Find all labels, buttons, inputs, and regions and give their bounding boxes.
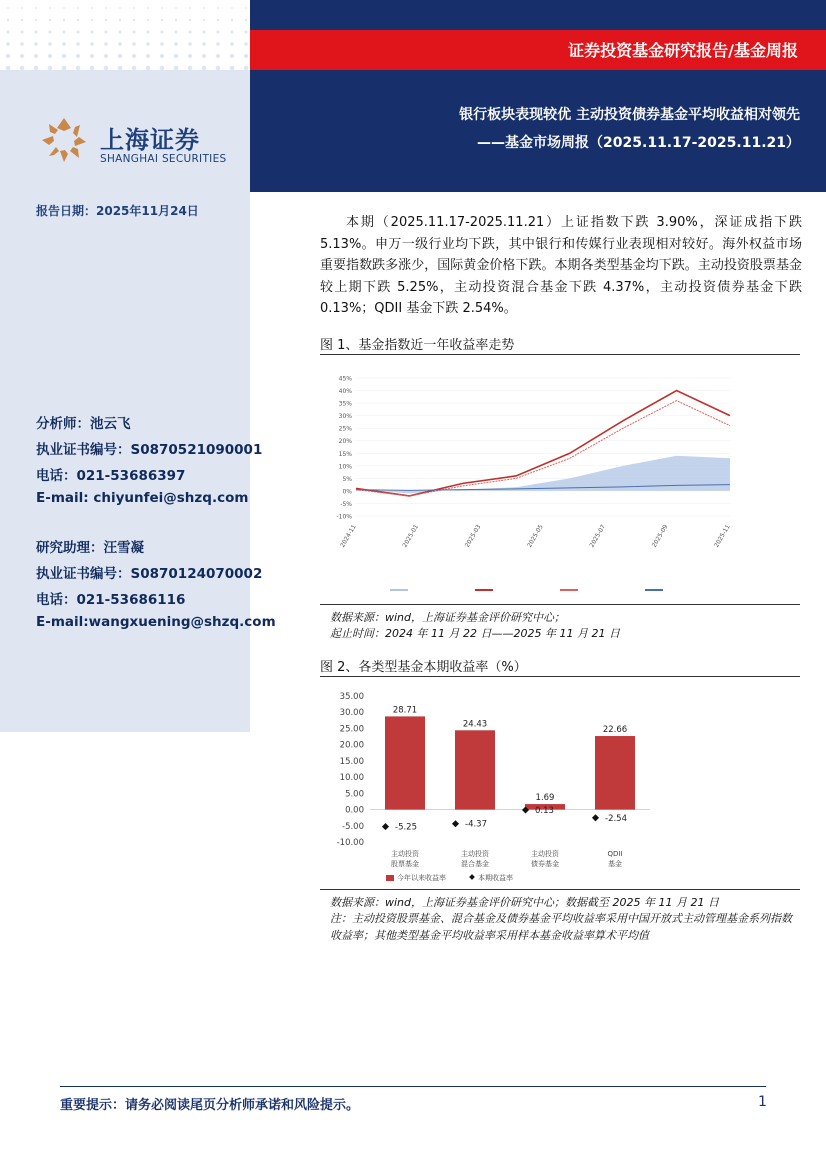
pattern-dot xyxy=(188,54,192,58)
x-tick-label: 2025-07 xyxy=(588,523,608,549)
x-tick-label: 主动投资 xyxy=(531,850,559,858)
assistant-email[interactable]: E-mail:wangxuening@shzq.com xyxy=(36,614,276,630)
point-marker xyxy=(592,814,599,821)
pattern-dot xyxy=(90,42,94,46)
y-tick-label: 10.00 xyxy=(339,773,364,784)
figure1-rule xyxy=(320,354,800,355)
pattern-dot xyxy=(105,7,107,9)
pattern-dot xyxy=(104,30,107,33)
series-area xyxy=(356,456,730,494)
title-panel xyxy=(250,70,826,192)
pattern-dot xyxy=(146,30,149,33)
pattern-dot xyxy=(119,19,122,22)
page-number: 1 xyxy=(758,1094,767,1110)
footer-notice: 重要提示：请务必阅读尾页分析师承诺和风险提示。 xyxy=(60,1098,360,1113)
analyst-phone: 电话：021-53686397 xyxy=(36,468,186,484)
report-title: 银行板块表现较优 主动投资债券基金平均收益相对领先 xyxy=(459,107,800,123)
point-marker xyxy=(382,823,389,830)
pattern-dot xyxy=(119,7,121,9)
y-tick-label: -10.00 xyxy=(336,838,364,848)
point-label: -5.25 xyxy=(395,822,417,833)
pattern-dot xyxy=(174,42,178,46)
pattern-dot xyxy=(230,54,234,58)
pattern-dot xyxy=(62,42,66,46)
pattern-dot xyxy=(48,30,51,33)
pattern-dot xyxy=(146,42,150,46)
pattern-dot xyxy=(160,42,164,46)
pattern-dot xyxy=(146,54,150,58)
pattern-dot xyxy=(217,19,220,22)
pattern-dot xyxy=(216,54,220,58)
pattern-dot xyxy=(63,7,65,9)
pattern-dot xyxy=(202,42,206,46)
pattern-dot xyxy=(189,19,192,22)
y-tick-label: 0% xyxy=(342,488,352,496)
company-logo-icon xyxy=(40,116,88,164)
analyst-email[interactable]: E-mail: chiyunfei@shzq.com xyxy=(36,490,249,506)
x-tick-label: 2024-11 xyxy=(339,523,358,549)
line-chart xyxy=(320,358,740,598)
x-tick-label: 2025-11 xyxy=(713,523,732,549)
bar-label: 22.66 xyxy=(602,725,628,736)
pattern-dot xyxy=(48,54,52,58)
pattern-dot xyxy=(20,30,23,33)
y-tick-label: 30.00 xyxy=(339,708,364,719)
report-date: 报告日期：2025年11月24日 xyxy=(36,204,199,218)
pattern-dot xyxy=(160,30,163,33)
y-tick-label: -10% xyxy=(336,513,352,521)
pattern-dot xyxy=(231,19,234,22)
x-tick-label: 股票基金 xyxy=(391,860,419,868)
logo-text-en: SHANGHAI SECURITIES xyxy=(100,153,227,165)
x-tick-label: 主动投资 xyxy=(461,850,489,858)
pattern-dot xyxy=(216,42,220,46)
x-tick-label: 2025-01 xyxy=(401,523,421,549)
y-tick-label: 5.00 xyxy=(345,789,364,800)
report-subtitle: ——基金市场周报（2025.11.17-2025.11.21） xyxy=(477,135,800,151)
x-tick-label: 2025-03 xyxy=(463,523,483,549)
pattern-dot xyxy=(147,19,150,22)
y-tick-label: 20% xyxy=(338,438,352,446)
figure2-bottom-rule xyxy=(320,889,800,890)
pattern-dot xyxy=(90,54,94,58)
x-tick-label: 2025-05 xyxy=(526,523,545,549)
pattern-dot xyxy=(174,54,178,58)
pattern-dot xyxy=(118,42,122,46)
y-tick-label: 25% xyxy=(338,425,352,433)
pattern-dot xyxy=(63,19,66,22)
summary-paragraph: 本期（2025.11.17-2025.11.21）上证指数下跌 3.90%，深证成指下跌 5.13%。申万一级行业均下跌，其中银行和传媒行业表现相对较好。海外权益市场重要指数跌多涨少，国际黄金价格下跌。本期各类型基金均下跌。主动投资股票基金较上期下跌 5.25%，主动投资混合基金下跌 4.37%，主动投资债券基金下跌 0.13%；QDII 基金下跌 2.54%。 xyxy=(320,215,802,316)
x-tick-label: 混合基金 xyxy=(461,860,489,868)
pattern-dot xyxy=(76,42,80,46)
pattern-dot xyxy=(35,19,38,22)
pattern-dot xyxy=(175,7,177,9)
pattern-dot xyxy=(77,19,80,22)
y-tick-label: 30% xyxy=(338,413,352,421)
bar xyxy=(595,736,635,810)
bar-label: 24.43 xyxy=(462,719,488,730)
figure2-note: 注：主动投资股票基金、混合基金及债券基金平均收益率采用中国开放式主动管理基金系列指数收益率；其他类型基金平均收益率采用样本基金收益率算术平均值 xyxy=(330,912,792,942)
pattern-dot xyxy=(132,54,136,58)
y-tick-label: 40% xyxy=(338,388,352,396)
pattern-dot xyxy=(20,54,24,58)
pattern-dot xyxy=(118,30,121,33)
point-label: 0.13 xyxy=(535,805,554,816)
x-tick-label: QDII xyxy=(607,850,623,858)
bar xyxy=(455,730,495,809)
pattern-dot xyxy=(6,42,10,46)
assistant-name: 研究助理：汪雪凝 xyxy=(36,540,144,556)
pattern-dot xyxy=(7,7,9,9)
pattern-dot xyxy=(132,30,135,33)
legend-label: 今年以来收益率 xyxy=(397,874,446,882)
pattern-dot xyxy=(174,30,177,33)
pattern-dot xyxy=(6,30,9,33)
footer-rule xyxy=(60,1086,766,1087)
pattern-dot xyxy=(160,54,164,58)
pattern-dot xyxy=(48,42,52,46)
x-tick-label: 基金 xyxy=(608,860,622,868)
pattern-dot xyxy=(217,7,219,9)
pattern-dot xyxy=(132,42,136,46)
pattern-dot xyxy=(76,30,79,33)
pattern-dot xyxy=(231,7,233,9)
y-tick-label: 15.00 xyxy=(339,756,364,767)
pattern-dot xyxy=(62,54,66,58)
pattern-dot xyxy=(245,19,248,22)
pattern-dot xyxy=(202,54,206,58)
header-top-band xyxy=(250,0,826,30)
figure2-rule xyxy=(320,676,800,677)
pattern-dot xyxy=(244,30,247,33)
pattern-dot xyxy=(161,19,164,22)
pattern-dot xyxy=(91,7,93,9)
analyst-cert: 执业证书编号：S0870521090001 xyxy=(36,442,263,458)
y-tick-label: -5% xyxy=(340,500,352,508)
pattern-dot xyxy=(62,30,65,33)
pattern-dot xyxy=(21,19,24,22)
pattern-dot xyxy=(90,30,93,33)
bar-chart xyxy=(320,680,660,885)
pattern-dot xyxy=(188,42,192,46)
pattern-dot xyxy=(188,30,191,33)
header-dot-pattern xyxy=(0,0,250,70)
legend-swatch-bar xyxy=(386,875,394,881)
bar xyxy=(385,716,425,809)
pattern-dot xyxy=(104,54,108,58)
figure2-source: 数据来源：wind，上海证券基金评价研究中心；数据截至 2025 年 11 月 21 日 xyxy=(330,896,719,909)
pattern-dot xyxy=(175,19,178,22)
pattern-dot xyxy=(161,7,163,9)
pattern-dot xyxy=(20,42,24,46)
y-tick-label: 25.00 xyxy=(339,724,364,735)
pattern-dot xyxy=(77,7,79,9)
pattern-dot xyxy=(230,30,233,33)
pattern-dot xyxy=(105,19,108,22)
pattern-dot xyxy=(133,7,135,9)
y-tick-label: 0.00 xyxy=(345,805,364,816)
pattern-dot xyxy=(34,30,37,33)
pattern-dot xyxy=(202,30,205,33)
pattern-dot xyxy=(76,54,80,58)
y-tick-label: 20.00 xyxy=(339,740,364,751)
pattern-dot xyxy=(203,7,205,9)
pattern-dot xyxy=(230,42,234,46)
assistant-phone: 电话：021-53686116 xyxy=(36,592,186,608)
y-tick-label: 15% xyxy=(338,450,352,458)
pattern-dot xyxy=(245,7,247,9)
x-tick-label: 债券基金 xyxy=(531,860,559,868)
y-tick-label: -5.00 xyxy=(342,821,364,832)
y-tick-label: 5% xyxy=(342,475,352,483)
point-marker xyxy=(452,820,459,827)
pattern-dot xyxy=(118,54,122,58)
bar-label: 28.71 xyxy=(392,705,418,716)
y-tick-label: 10% xyxy=(338,463,352,471)
pattern-dot xyxy=(244,54,248,58)
figure1-bottom-rule xyxy=(320,604,800,605)
figure2-title: 图 2、各类型基金本期收益率（%） xyxy=(320,660,527,675)
logo-text-cn: 上海证券 xyxy=(100,126,200,154)
pattern-dot xyxy=(189,7,191,9)
pattern-dot xyxy=(147,7,149,9)
assistant-cert: 执业证书编号：S0870124070002 xyxy=(36,566,263,582)
pattern-dot xyxy=(34,54,38,58)
figure1-title: 图 1、基金指数近一年收益率走势 xyxy=(320,338,515,353)
pattern-dot xyxy=(104,42,108,46)
x-tick-label: 2025-09 xyxy=(650,523,670,549)
analyst-name: 分析师：池云飞 xyxy=(36,416,131,432)
pattern-dot xyxy=(203,19,206,22)
pattern-dot xyxy=(133,19,136,22)
pattern-dot xyxy=(244,42,248,46)
report-type: 证券投资基金研究报告/基金周报 xyxy=(568,41,798,60)
pattern-dot xyxy=(49,7,51,9)
figure1-source: 数据来源：wind，上海证券基金评价研究中心； xyxy=(330,611,566,624)
y-tick-label: 35.00 xyxy=(339,692,364,702)
pattern-dot xyxy=(49,19,52,22)
legend-label: 本期收益率 xyxy=(478,874,513,882)
pattern-dot xyxy=(7,19,10,22)
figure1-period: 起止时间：2024 年 11 月 22 日——2025 年 11 月 21 日 xyxy=(330,627,620,640)
pattern-dot xyxy=(6,54,10,58)
pattern-dot xyxy=(216,30,219,33)
legend-swatch-point xyxy=(469,874,475,880)
pattern-dot xyxy=(34,42,38,46)
y-tick-label: 45% xyxy=(338,375,352,383)
pattern-dot xyxy=(35,7,37,9)
point-label: -4.37 xyxy=(465,819,487,830)
x-tick-label: 主动投资 xyxy=(391,850,419,858)
sidebar xyxy=(0,192,250,732)
point-label: -2.54 xyxy=(605,813,627,824)
pattern-dot xyxy=(91,19,94,22)
bar-label: 1.69 xyxy=(535,793,555,804)
y-tick-label: 35% xyxy=(338,400,352,408)
pattern-dot xyxy=(21,7,23,9)
